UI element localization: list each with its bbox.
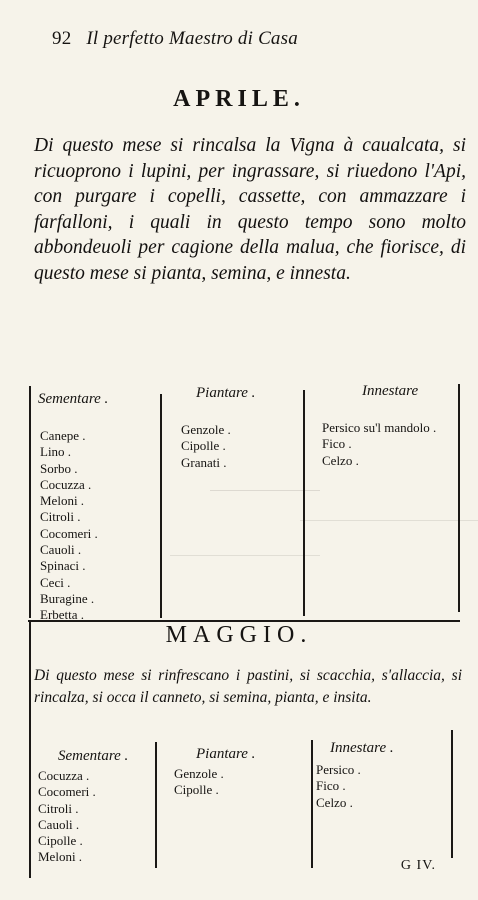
- list-item: Cauoli .: [38, 816, 80, 832]
- list-item: Celzo .: [316, 794, 353, 810]
- maggio-title: MAGGIO.: [165, 622, 313, 648]
- list-item: Buragine .: [40, 590, 95, 606]
- list-item: Canepe .: [40, 428, 86, 443]
- list-item: Cipolle .: [174, 782, 219, 798]
- list-item: Celzo .: [322, 452, 359, 468]
- list-item: Cipolle .: [181, 438, 226, 454]
- list-item: Persico su'l mandolo .: [322, 420, 437, 435]
- list-item: Spinaci .: [40, 558, 86, 574]
- maggio-intro-paragraph: Di questo mese si rinfrescano i pastini, si scacchia, s'allaccia, si rincalza, si occa il canneto, si semina, pianta, e insita.: [34, 667, 462, 706]
- maggio-sementare-list: [38, 768, 96, 866]
- page-number: 92: [52, 28, 72, 49]
- list-item: Meloni .: [38, 849, 83, 865]
- april-table-left-rule: [29, 386, 31, 618]
- april-innestare-list: [322, 420, 446, 469]
- list-item: Citroli .: [38, 800, 79, 816]
- maggio-table-left-rule: [29, 620, 31, 878]
- april-piantare-heading: Piantare .: [196, 385, 256, 401]
- list-item: Cipolle .: [38, 833, 83, 849]
- april-table-right-rule: [458, 384, 460, 612]
- maggio-piantare-list: [174, 766, 224, 799]
- list-item: Genzole .: [174, 766, 224, 781]
- list-item: Persico .: [316, 762, 361, 777]
- list-item: Fico .: [322, 436, 352, 452]
- list-item: Erbetta .: [40, 607, 85, 623]
- list-item: Cocomeri .: [38, 784, 96, 800]
- april-piantare-list: [181, 422, 231, 471]
- maggio-innestare-list: [316, 762, 361, 811]
- maggio-sementare-heading: Sementare .: [58, 748, 129, 764]
- list-item: Granati .: [181, 454, 227, 470]
- maggio-column-divider-1: [155, 742, 157, 868]
- list-item: Cocuzza .: [38, 768, 90, 783]
- signature-catchword: G IV.: [400, 858, 436, 873]
- april-column-divider-2: [303, 390, 305, 616]
- maggio-table-right-rule: [451, 730, 453, 858]
- list-item: Ceci .: [40, 574, 71, 590]
- running-header: [52, 28, 298, 50]
- april-sementare-list: [40, 428, 98, 624]
- april-title: APRILE.: [173, 86, 305, 112]
- running-title: Il perfetto Maestro di Casa: [86, 28, 298, 49]
- list-item: Fico .: [316, 778, 346, 794]
- april-innestare-heading: Innestare: [362, 383, 419, 399]
- list-item: Citroli .: [40, 509, 81, 525]
- maggio-innestare-heading: Innestare .: [330, 740, 394, 756]
- list-item: Sorbo .: [40, 460, 78, 476]
- april-sementare-heading: Sementare .: [38, 391, 109, 407]
- list-item: Lino .: [40, 444, 72, 460]
- list-item: Cocomeri .: [40, 525, 98, 541]
- list-item: Cauoli .: [40, 542, 82, 558]
- list-item: Cocuzza .: [40, 476, 92, 492]
- maggio-piantare-heading: Piantare .: [196, 746, 256, 762]
- april-intro-paragraph: Di questo mese si rincalsa la Vigna à caualcata, si ricuoprono i lupini, per ingrassare, si riuedono l'Api, con purgare i copelli, cassette, con ammazzare i farfalloni, i quali in questo tempo sono molto abbondeuoli per cagione della malua, che fiorisce, di questo mese si pianta, semina, e innesta.: [34, 135, 466, 284]
- maggio-column-divider-2: [311, 740, 313, 868]
- list-item: Genzole .: [181, 422, 231, 437]
- april-column-divider-1: [160, 394, 162, 618]
- list-item: Meloni .: [40, 493, 85, 509]
